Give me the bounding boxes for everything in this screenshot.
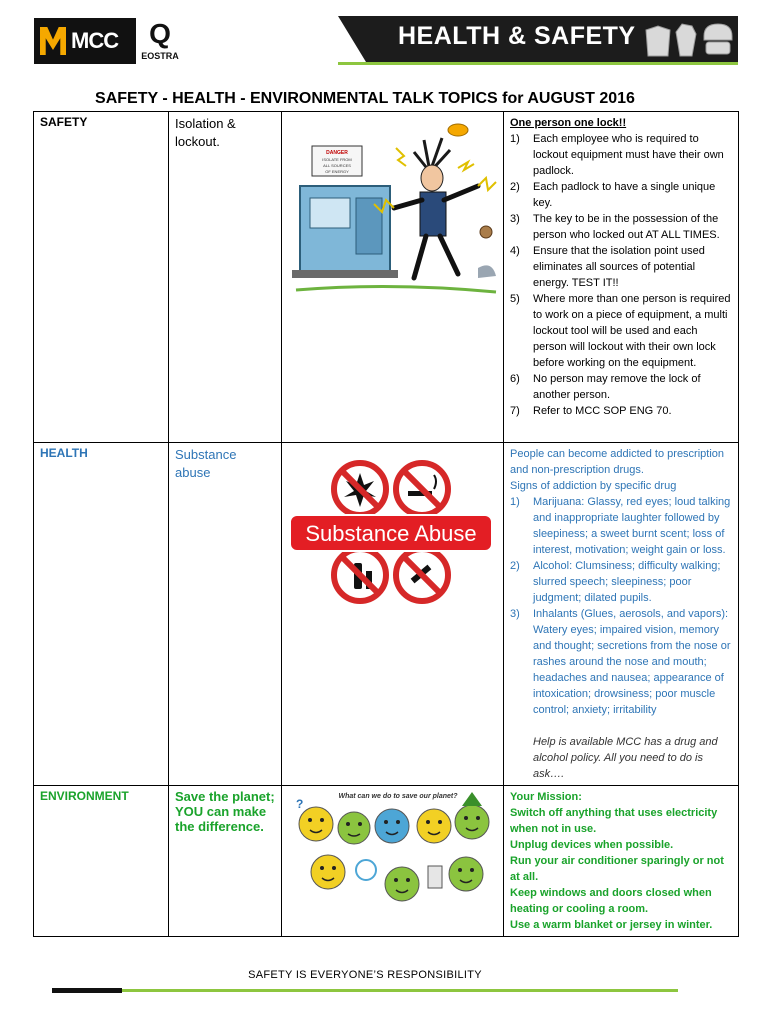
talk-topics-table (33, 111, 739, 937)
environment-notes (504, 786, 739, 937)
safety-notes (504, 112, 739, 443)
list-item-text: Inhalants (Glues, aerosols, and vapors): Watery eyes; impaired vision, memory and thought; secretions from the nose or rashes around the nose and mouth; headaches and nausea; appearance of intoxication; drowsiness; poor muscle control; anxiety; irritability (533, 608, 731, 716)
list-item (510, 243, 732, 291)
svg-text:?: ? (296, 797, 304, 811)
header-green-line (338, 62, 738, 65)
list-item-text: Each employee who is required to lockout equipment must have their own padlock. (533, 133, 724, 177)
help-text: Help is available MCC has a drug and alcohol policy. All you need to do is ask…. (533, 736, 718, 780)
page-header (0, 0, 768, 80)
environment-category: ENVIRONMENT (34, 786, 169, 937)
list-item (510, 494, 732, 558)
substance-abuse-banner-text: Substance Abuse (305, 521, 477, 546)
footer-slogan: SAFETY IS EVERYONE’S RESPONSIBILITY (248, 969, 482, 981)
list-item-text: No person may remove the lock of another person. (533, 373, 701, 401)
danger-sign-line: ALL SOURCES (323, 163, 351, 168)
eostra-q-icon: Q (149, 18, 171, 49)
list-item-number: 2) (510, 181, 520, 193)
environment-illustration-cell (282, 786, 504, 937)
list-item-number: 3) (510, 608, 520, 620)
health-list (510, 494, 732, 718)
list-item-text: Where more than one person is required to work on a piece of equipment, a multi lockout tool will be used and each person will lockout with their own lock before working on the equipment. (533, 293, 731, 369)
list-item (510, 211, 732, 243)
list-item (510, 558, 732, 606)
danger-sign-line: ISOLATE FROM (322, 157, 352, 162)
document-title: SAFETY - HEALTH - ENVIRONMENTAL TALK TOPICS for AUGUST 2016 (95, 90, 635, 107)
health-notes (504, 443, 739, 786)
mcc-logo (34, 18, 136, 64)
health-row (34, 443, 739, 786)
list-item-text: Refer to MCC SOP ENG 70. (533, 405, 672, 417)
ppe-icons (640, 18, 738, 60)
health-illustration-cell (282, 443, 504, 786)
electrocution-illustration (282, 112, 504, 302)
health-signs-heading: Signs of addiction by specific drug (510, 480, 677, 492)
health-topic: Substance abuse (169, 443, 282, 786)
health-intro: People can become addicted to prescription and non-prescription drugs. (510, 448, 725, 476)
eostra-logo-text: EOSTRA (141, 51, 179, 61)
save-planet-illustration (282, 786, 504, 910)
list-item (510, 606, 732, 718)
safety-row (34, 112, 739, 443)
list-item-text: Marijuana: Glassy, red eyes; loud talking and inappropriate laughter followed by sleepiness; a sweet burnt scent; loss of interest, motivation; weight gain or loss. (533, 496, 731, 556)
environment-row (34, 786, 739, 937)
mcc-logo-text: MCC (71, 28, 119, 53)
danger-sign-line: OF ENERGY (325, 169, 349, 174)
mcc-m-icon (40, 27, 66, 55)
list-item-text: Alcohol: Clumsiness; difficulty walking; slurred speech; sleepiness; poor judgment; dilated pupils. (533, 560, 721, 604)
list-item (510, 371, 732, 403)
mission-title: Your Mission: (510, 791, 582, 803)
safety-list (510, 131, 732, 419)
list-item-number: 5) (510, 293, 520, 305)
list-item-number: 7) (510, 405, 520, 417)
list-item-text: Each padlock to have a single unique key. (533, 181, 716, 209)
list-item-number: 4) (510, 245, 520, 257)
mission-item: Switch off anything that uses electricity when not in use. (510, 807, 718, 835)
list-item-text: The key to be in the possession of the person who locked out AT ALL TIMES. (533, 213, 720, 241)
list-item-number: 1) (510, 133, 520, 145)
list-item-number: 2) (510, 560, 520, 572)
mission-item: Run your air conditioner sparingly or not at all. (510, 855, 724, 883)
environment-topic: Save the planet; YOU can make the difference. (169, 786, 282, 937)
footer-green-line (122, 989, 678, 992)
footer-black-bar (52, 988, 122, 993)
banner-title: HEALTH & SAFETY (398, 22, 636, 50)
danger-sign-line: DANGER (326, 150, 348, 156)
list-item-number: 6) (510, 373, 520, 385)
mission-item: Use a warm blanket or jersey in winter. (510, 919, 713, 931)
health-category: HEALTH (34, 443, 169, 786)
safety-illustration-cell (282, 112, 504, 443)
mission-item: Unplug devices when possible. (510, 839, 674, 851)
list-item-text: Ensure that the isolation point used eliminates all sources of potential energy. TEST IT!! (533, 245, 705, 289)
list-item-number: 1) (510, 496, 520, 508)
list-item (510, 403, 732, 419)
eostra-logo (138, 18, 182, 64)
safety-topic: Isolation & lockout. (169, 112, 282, 443)
list-item (510, 131, 732, 179)
list-item-number: 3) (510, 213, 520, 225)
safety-category: SAFETY (34, 112, 169, 443)
list-item (510, 291, 732, 371)
substance-abuse-illustration (282, 453, 504, 613)
mission-item: Keep windows and doors closed when heating or cooling a room. (510, 887, 712, 915)
safety-lead: One person one lock!! (510, 117, 627, 129)
list-item (510, 179, 732, 211)
save-planet-caption: What can we do to save our planet? (338, 793, 458, 800)
